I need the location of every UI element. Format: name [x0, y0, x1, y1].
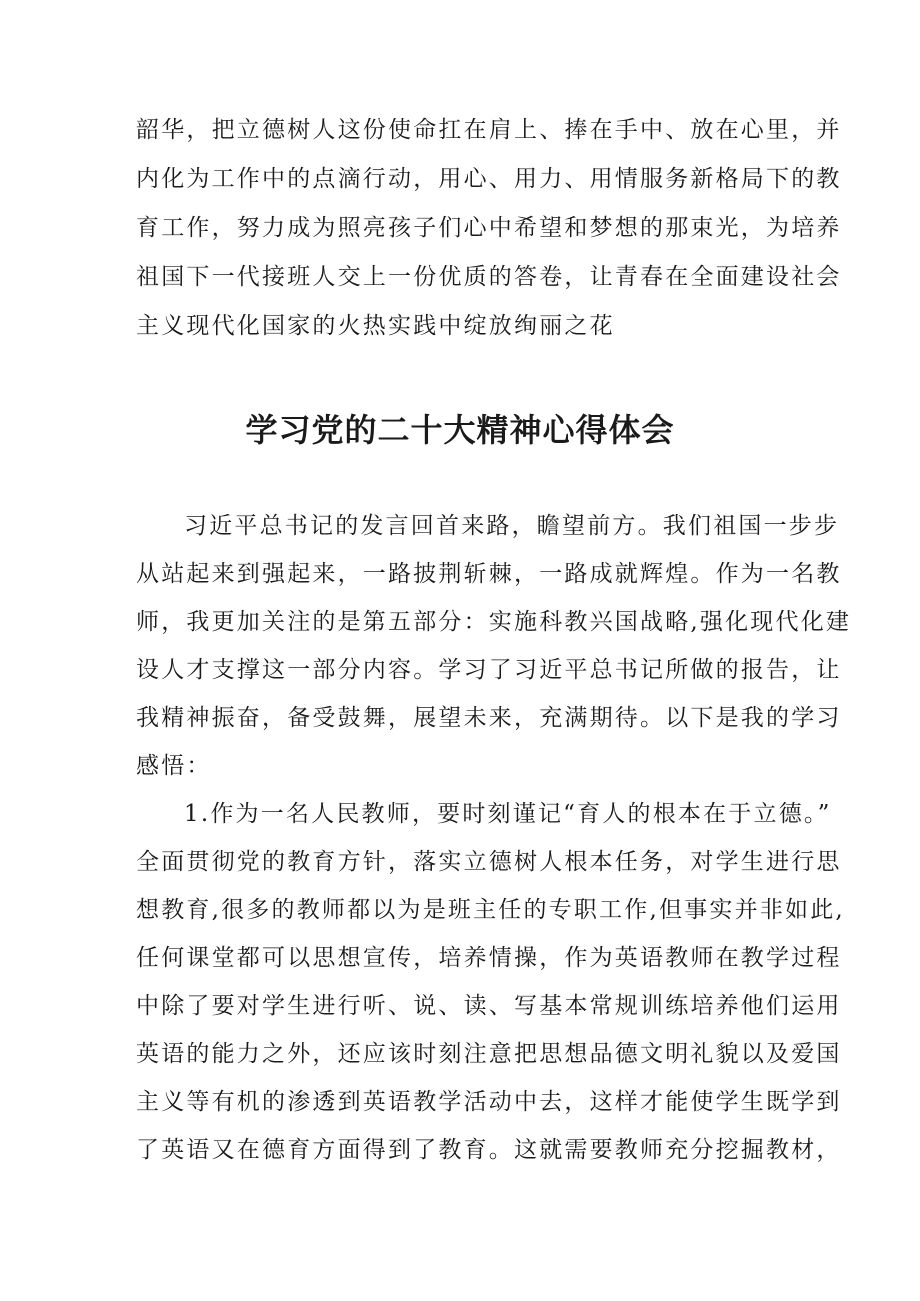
document-title: 学习党的二十大精神心得体会: [245, 411, 675, 449]
intro-paragraph-line-2: 从站起来到强起来，一路披荆斩棘，一路成就辉煌。作为一名教: [136, 561, 842, 587]
top-paragraph-line-5: 主义现代化国家的火热实践中绽放绚丽之花: [136, 313, 615, 339]
intro-paragraph-line-4: 设人才支撑这一部分内容。学习了习近平总书记所做的报告，让: [136, 657, 842, 683]
point-one-line-7: 主义等有机的渗透到英语教学活动中去，这样才能使学生既学到: [136, 1089, 842, 1115]
intro-paragraph-line-1: 习近平总书记的发言回首来路，瞻望前方。我们祖国一步步: [184, 513, 840, 539]
point-one-line-2: 全面贯彻党的教育方针，落实立德树人根本任务，对学生进行思: [136, 849, 842, 875]
point-one-line-6: 英语的能力之外，还应该时刻注意把思想品德文明礼貌以及爱国: [136, 1041, 842, 1067]
top-paragraph-line-1: 韶华，把立德树人这份使命扛在肩上、捧在手中、放在心里，并: [136, 117, 842, 143]
point-one-line-8: 了英语又在德育方面得到了教育。这就需要教师充分挖掘教材，: [136, 1137, 842, 1163]
point-one-line-3: 想教育,很多的教师都以为是班主任的专职工作,但事实并非如此,: [136, 897, 845, 923]
point-one-line-4: 任何课堂都可以思想宣传，培养情操，作为英语教师在教学过程: [136, 945, 842, 971]
top-paragraph-line-3: 育工作，努力成为照亮孩子们心中希望和梦想的那束光，为培养: [136, 215, 842, 241]
intro-paragraph-line-5: 我精神振奋，备受鼓舞，展望未来，充满期待。以下是我的学习: [136, 705, 842, 731]
intro-paragraph-line-3: 师，我更加关注的是第五部分：实施科教兴国战略,强化现代化建: [136, 609, 852, 635]
point-one-line-1: 1.作为一名人民教师，要时刻谨记“育人的根本在于立德。”: [184, 801, 832, 827]
intro-paragraph-line-6: 感悟：: [136, 753, 212, 779]
point-one-line-5: 中除了要对学生进行听、说、读、写基本常规训练培养他们运用: [136, 993, 842, 1019]
top-paragraph-line-2: 内化为工作中的点滴行动，用心、用力、用情服务新格局下的教: [136, 166, 842, 192]
top-paragraph-line-4: 祖国下一代接班人交上一份优质的答卷，让青春在全面建设社会: [136, 264, 842, 290]
